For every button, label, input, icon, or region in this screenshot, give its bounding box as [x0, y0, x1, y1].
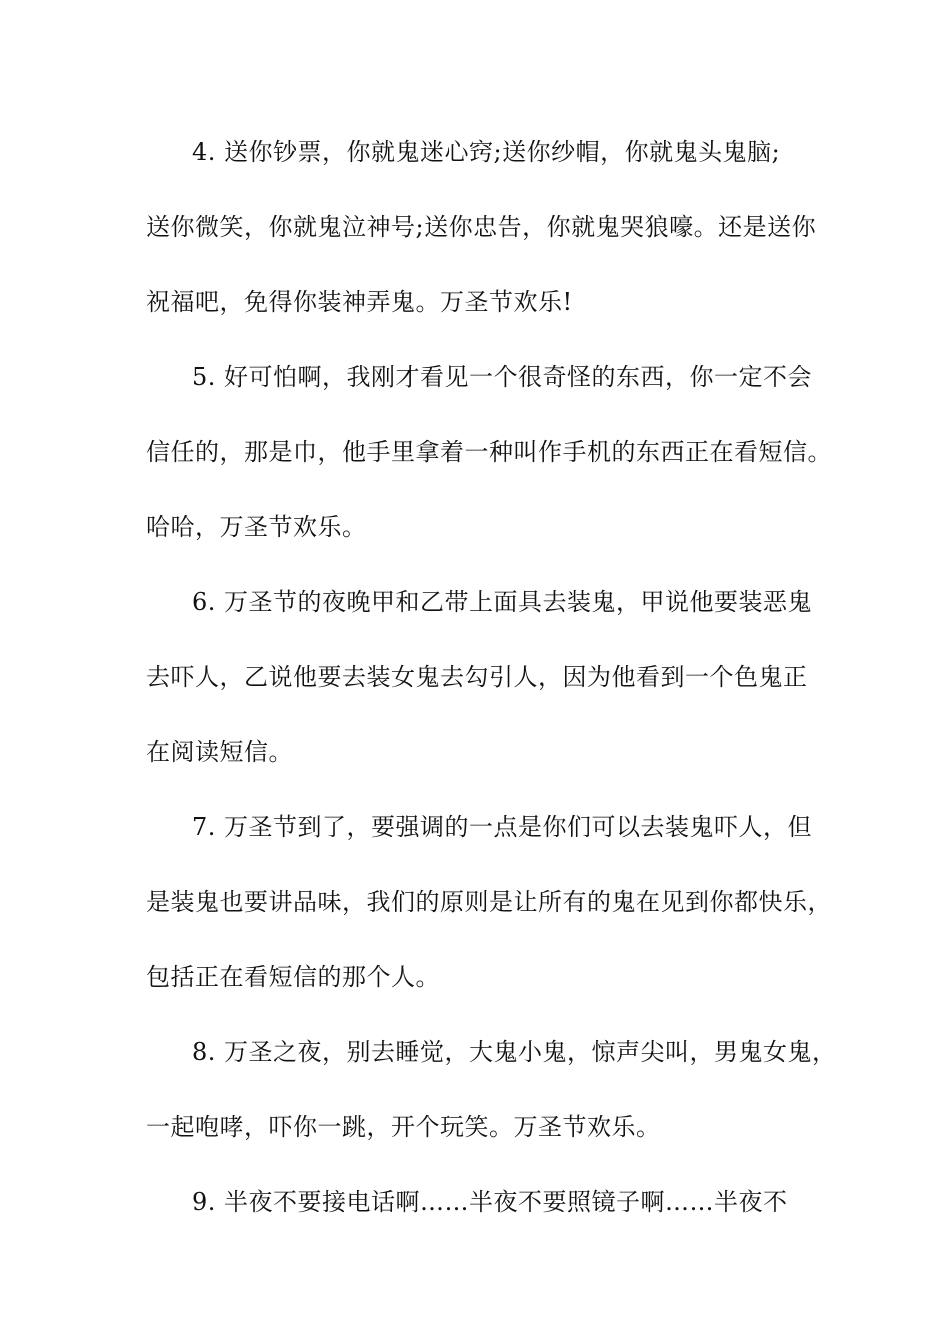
paragraph-5-line-1: 5. 好可怕啊，我刚才看见一个很奇怪的东西，你一定不会	[192, 363, 813, 391]
paragraph-4-line-1: 4. 送你钞票，你就鬼迷心窍;送你纱帽，你就鬼头鬼脑;	[192, 138, 781, 166]
paragraph-6-line-1: 6. 万圣节的夜晚甲和乙带上面具去装鬼，甲说他要装恶鬼	[192, 588, 813, 616]
paragraph-7-line-1: 7. 万圣节到了，要强调的一点是你们可以去装鬼吓人，但	[192, 813, 813, 841]
paragraph-5-line-2: 信任的，那是巾，他手里拿着一种叫作手机的东西正在看短信。	[146, 438, 832, 466]
paragraph-7-line-2: 是装鬼也要讲品味，我们的原则是让所有的鬼在见到你都快乐，	[146, 888, 832, 916]
paragraph-4-line-3: 祝福吧，免得你装神弄鬼。万圣节欢乐!	[146, 288, 573, 316]
paragraph-5-line-3: 哈哈，万圣节欢乐。	[146, 513, 367, 541]
paragraph-9-line-1: 9. 半夜不要接电话啊……半夜不要照镜子啊……半夜不	[192, 1188, 788, 1216]
paragraph-6-line-3: 在阅读短信。	[146, 738, 293, 766]
paragraph-7-line-3: 包括正在看短信的那个人。	[146, 963, 440, 991]
paragraph-4-line-2: 送你微笑，你就鬼泣神号;送你忠告，你就鬼哭狼嚎。还是送你	[146, 213, 817, 241]
paragraph-8-line-2: 一起咆哮，吓你一跳，开个玩笑。万圣节欢乐。	[146, 1113, 661, 1141]
paragraph-8-line-1: 8. 万圣之夜，别去睡觉，大鬼小鬼，惊声尖叫，男鬼女鬼，	[192, 1038, 837, 1066]
paragraph-6-line-2: 去吓人，乙说他要去装女鬼去勾引人，因为他看到一个色鬼正	[146, 663, 808, 691]
